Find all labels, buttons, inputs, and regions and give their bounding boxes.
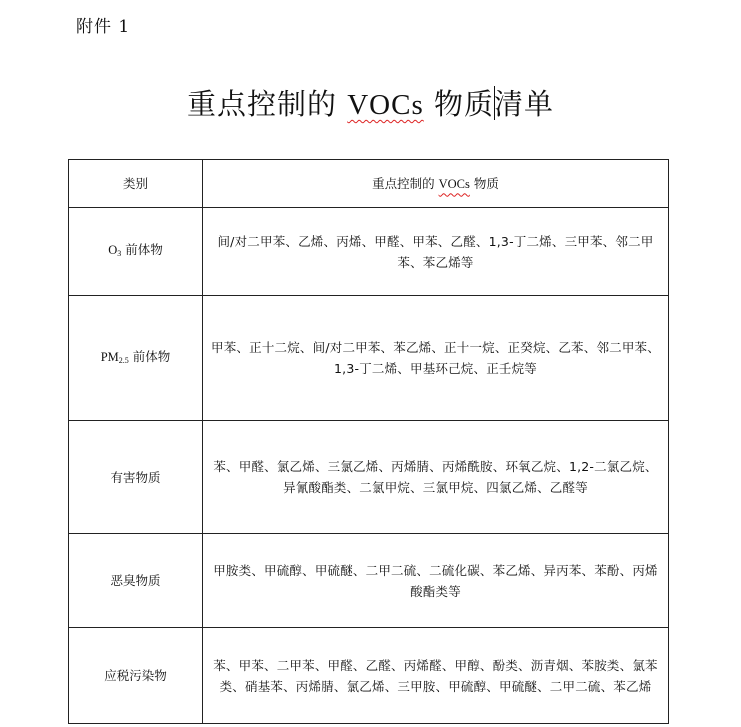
category-main: 应税污染物: [104, 668, 167, 683]
row-substances: 间/对二甲苯、乙烯、丙烯、甲醛、甲苯、乙醛、1,3-丁二烯、三甲苯、邻二甲苯、苯乙烯等: [203, 208, 669, 296]
category-main: O: [108, 243, 118, 257]
category-sub: 2.5: [118, 355, 129, 365]
table-row: [69, 421, 669, 534]
row-substances: 苯、甲苯、二甲苯、甲醛、乙醛、丙烯醛、甲醇、酚类、沥青烟、苯胺类、氯苯类、硝基苯、丙烯腈、氯乙烯、三甲胺、甲硫醇、甲硫醚、二甲二硫、苯乙烯: [203, 628, 669, 724]
header-vocs: VOCs: [438, 176, 470, 191]
category-main: 恶臭物质: [110, 573, 161, 588]
document-title: [0, 82, 741, 123]
category-rest: 前体物: [128, 348, 171, 364]
table-row: [69, 296, 669, 421]
row-substances: 苯、甲醛、氯乙烯、三氯乙烯、丙烯腈、丙烯酰胺、环氧乙烷、1,2-二氯乙烷、异氰酸酯类、二氯甲烷、三氯甲烷、四氯乙烯、乙醛等: [203, 421, 669, 534]
row-category: [69, 534, 203, 628]
row-category: [69, 628, 203, 724]
category-rest: 前体物: [121, 242, 163, 257]
row-category: [69, 421, 203, 534]
table-header-row: [69, 160, 669, 208]
category-sub: 3: [117, 249, 122, 258]
row-category: [69, 208, 203, 296]
table-row: [69, 628, 669, 724]
title-prefix: 重点控制的: [187, 87, 348, 121]
table-row: [69, 534, 669, 628]
voc-substance-table: [68, 159, 669, 724]
table-row: [69, 208, 669, 296]
row-category: [69, 296, 203, 421]
row-substances: 甲胺类、甲硫醇、甲硫醚、二甲二硫、二硫化碳、苯乙烯、异丙苯、苯酚、丙烯酸酯类等: [203, 534, 669, 628]
row-substances: 甲苯、正十二烷、间/对二甲苯、苯乙烯、正十一烷、正癸烷、乙苯、邻二甲苯、1,3-丁二烯、甲基环己烷、正壬烷等: [203, 296, 669, 421]
header-substances: [203, 160, 669, 208]
title-vocs: VOCs: [347, 89, 424, 121]
category-main: 有害物质: [110, 469, 161, 485]
attachment-label: 附件 1: [76, 17, 131, 37]
title-mid: 物质: [423, 87, 494, 121]
header-category: 类别: [69, 160, 203, 208]
header-substances-prefix: 重点控制的: [372, 175, 439, 191]
title-suffix: 清单: [493, 87, 554, 121]
category-main: PM: [100, 349, 119, 364]
header-substances-suffix: 物质: [469, 175, 499, 191]
